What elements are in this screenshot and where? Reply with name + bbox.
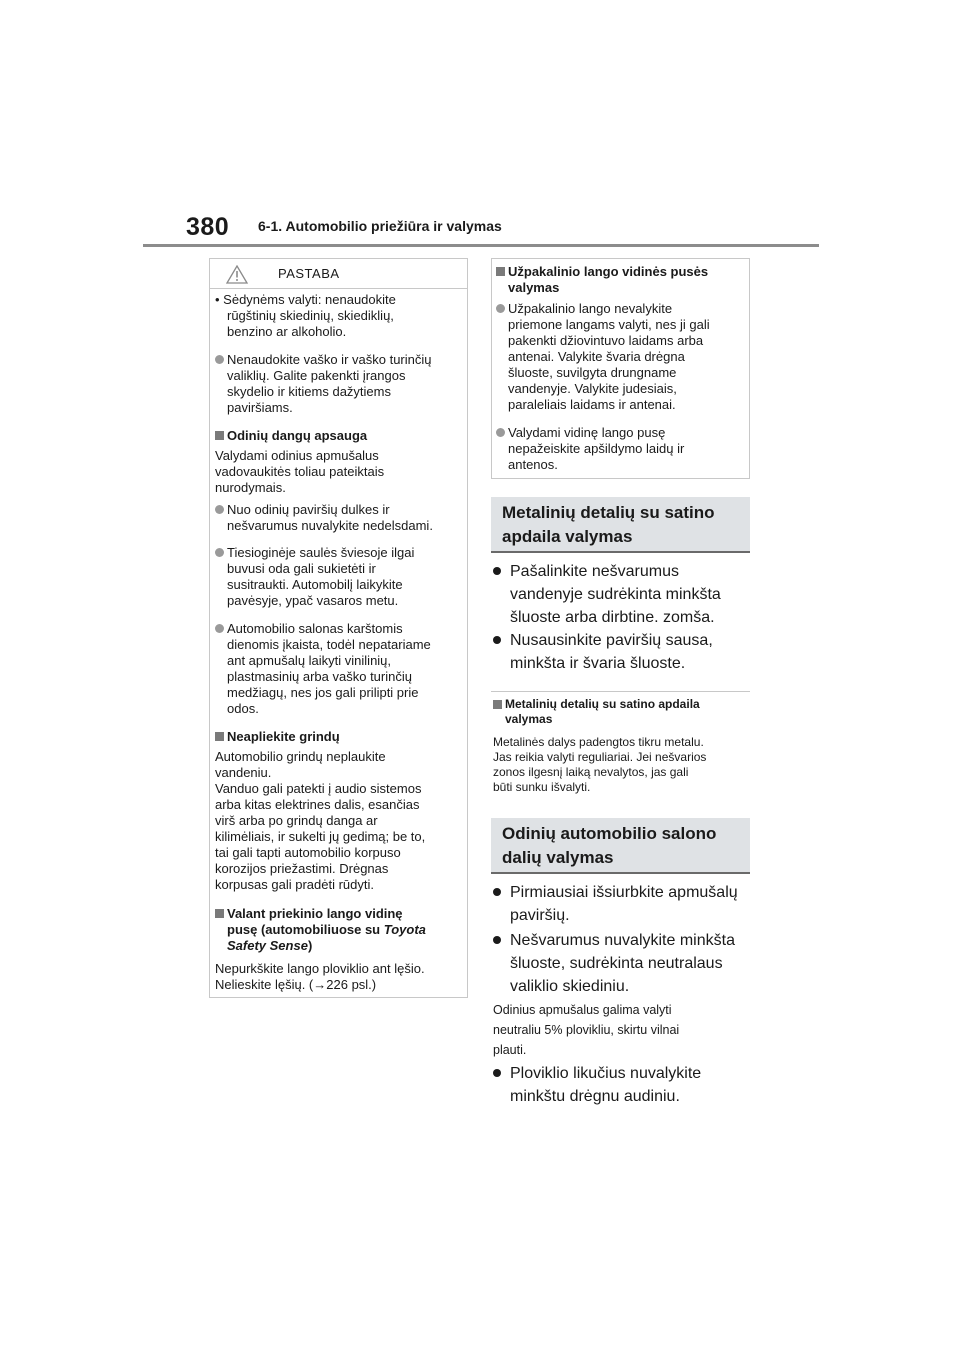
text-line: susitraukti. Automobilį laikykite bbox=[227, 577, 403, 592]
text-line: Odinius apmušalus galima valyti bbox=[493, 1003, 672, 1017]
text-line: šluoste, sudrėkinta neutralaus bbox=[510, 955, 723, 972]
list-item bbox=[215, 545, 465, 609]
text-line: neutraliu 5% plovikliu, skirtu vilnai bbox=[493, 1023, 680, 1037]
text-line: benzino ar alkoholio. bbox=[227, 324, 347, 339]
bullet-icon bbox=[493, 1069, 501, 1077]
subheading bbox=[493, 697, 750, 727]
text-line: kilimėliais, ir sukelti jų gedimą; be to, bbox=[215, 829, 426, 844]
brand-text: Toyota bbox=[383, 922, 426, 937]
text-line: ant apmušalų laikyti vinilinių, bbox=[227, 653, 392, 668]
square-bullet-icon bbox=[215, 431, 224, 440]
list-item bbox=[496, 425, 746, 473]
text-line: zonos ilgesnį laiką nevalytos, jas gali bbox=[493, 765, 689, 779]
text-line: vandeniu. bbox=[215, 765, 272, 780]
subheading bbox=[215, 906, 465, 954]
text-line: ) bbox=[307, 938, 313, 953]
subheading bbox=[215, 729, 465, 745]
text-line: Valydami odinius apmušalus bbox=[215, 448, 379, 463]
heading-line: dalių valymas bbox=[502, 848, 614, 867]
bullet-icon bbox=[493, 888, 501, 896]
heading-line: apdaila valymas bbox=[502, 527, 633, 546]
list-item bbox=[215, 621, 465, 717]
text-line: paviršių. bbox=[510, 907, 570, 924]
text-line: Automobilio salonas karštomis bbox=[227, 621, 403, 636]
text-line: Nusausinkite paviršių sausa, bbox=[510, 632, 713, 649]
square-bullet-icon bbox=[493, 700, 502, 709]
text-line: korozijos priežastimi. Drėgnas bbox=[215, 861, 389, 876]
text-line: šluoste arba dirbtine. zomša. bbox=[510, 609, 715, 626]
section-heading-leather bbox=[491, 818, 750, 874]
text-line: Užpakalinio lango vidinės pusės bbox=[508, 264, 709, 279]
subheading bbox=[215, 428, 465, 444]
text-line: Užpakalinio lango nevalykite bbox=[508, 301, 673, 316]
text-line: vandenyje. Valykite judesiais, bbox=[508, 381, 677, 396]
list-item bbox=[493, 881, 750, 927]
page-reference-link[interactable]: 226 psl.) bbox=[326, 977, 377, 992]
heading-line: Metalinių detalių su satino bbox=[502, 503, 715, 522]
caution-box bbox=[209, 258, 468, 998]
text-line: valymas bbox=[505, 712, 553, 726]
text-line: plastmasinių arba vaško turinčių bbox=[227, 669, 412, 684]
caution-title: PASTABA bbox=[278, 266, 340, 281]
list-item bbox=[215, 352, 465, 416]
section-heading-satin bbox=[491, 497, 750, 553]
text-line: paviršiams. bbox=[227, 400, 293, 415]
bullet-icon bbox=[215, 548, 224, 557]
list-item bbox=[493, 560, 750, 629]
page-number: 380 bbox=[186, 213, 230, 241]
text-line: pavėsyje, ypač vasaros metu. bbox=[227, 593, 399, 608]
bullet-icon bbox=[215, 505, 224, 514]
square-bullet-icon bbox=[215, 909, 224, 918]
text-line: antenai. Valykite švaria drėgna bbox=[508, 349, 685, 364]
text-line: Pirmiausiai išsiurbkite apmušalų bbox=[510, 884, 738, 901]
text-line: Metalinės dalys padengtos tikru metalu. bbox=[493, 735, 704, 749]
bullet-icon bbox=[496, 304, 505, 313]
text-line: šluoste, suvilgyta drungname bbox=[508, 365, 677, 380]
bullet-icon bbox=[493, 636, 501, 644]
text-line: Vanduo gali patekti į audio sistemos bbox=[215, 781, 422, 796]
text-line: medžiagų, nes jos gali prilipti prie bbox=[227, 685, 419, 700]
divider bbox=[491, 691, 750, 692]
text-line: Metalinių detalių su satino apdaila bbox=[505, 697, 700, 711]
text-line: Nenaudokite vaško ir vaško turinčių bbox=[227, 352, 432, 367]
list-item bbox=[493, 929, 750, 998]
brand-text: Safety Sense bbox=[227, 938, 308, 953]
text-line: valymas bbox=[508, 280, 560, 295]
text-line: skydelio ir kitiems dažytiems bbox=[227, 384, 391, 399]
section-title: 6-1. Automobilio priežiūra ir valymas bbox=[258, 218, 502, 234]
text-line: odos. bbox=[227, 701, 259, 716]
square-bullet-icon bbox=[496, 267, 505, 276]
text-line: minkšta ir švaria šluoste. bbox=[510, 655, 686, 672]
text-line: būti sunku išvalyti. bbox=[493, 780, 591, 794]
text-line: Pašalinkite nešvarumus bbox=[510, 563, 679, 580]
text-line: minkštu drėgnu audiniu. bbox=[510, 1088, 680, 1105]
bullet-icon bbox=[496, 428, 505, 437]
text-line: pakenkti džiovintuvo laidams arba bbox=[508, 333, 704, 348]
paragraph bbox=[215, 961, 425, 993]
list-item bbox=[493, 1062, 750, 1108]
arrow-icon: → bbox=[313, 977, 327, 992]
text-line: Jas reikia valyti reguliariai. Jei nešvarios bbox=[493, 750, 707, 764]
subheading bbox=[496, 264, 746, 296]
text-line: Nešvarumus nuvalykite minkšta bbox=[510, 932, 735, 949]
text-line: nešvarumus nuvalykite nedelsdami. bbox=[227, 518, 433, 533]
text-line: priemone langams valyti, nes ji gali bbox=[508, 317, 710, 332]
text-line: paraleliais laidams ir antenai. bbox=[508, 397, 676, 412]
text-line: Valydami vidinę lango pusę bbox=[508, 425, 666, 440]
text-line: vandenyje sudrėkinta minkšta bbox=[510, 586, 721, 603]
square-bullet-icon bbox=[215, 732, 224, 741]
text-line: Ploviklio likučius nuvalykite bbox=[510, 1065, 702, 1082]
paragraph bbox=[215, 448, 384, 496]
text-line: plauti. bbox=[493, 1043, 527, 1057]
paragraph bbox=[493, 735, 750, 795]
text-line: nurodymais. bbox=[215, 480, 286, 495]
caution-header bbox=[210, 259, 467, 289]
rear-window-box bbox=[491, 258, 750, 479]
text-line: valiklio skiediniu. bbox=[510, 978, 630, 995]
bullet-icon bbox=[493, 567, 501, 575]
text-line: vadovaukitės toliau pateiktais bbox=[215, 464, 385, 479]
list-item bbox=[493, 629, 750, 675]
text-line: pusę (automobiliuose su bbox=[227, 922, 381, 937]
text-line: Nelieskite lęšių. ( bbox=[215, 977, 314, 992]
text-line: Nepurkškite lango ploviklio ant lęšio. bbox=[215, 961, 425, 976]
list-item bbox=[215, 502, 465, 534]
text-line: tai gali tapti automobilio korpuso bbox=[215, 845, 401, 860]
list-item bbox=[496, 301, 746, 413]
caution-intro bbox=[215, 292, 396, 340]
text-line: dienomis įkaista, todėl nepatariame bbox=[227, 637, 431, 652]
header-divider bbox=[143, 244, 819, 247]
paragraph bbox=[215, 749, 425, 893]
text-line: korpusas gali pradėti rūdyti. bbox=[215, 877, 374, 892]
text-line: Automobilio grindų neplaukite bbox=[215, 749, 386, 764]
paragraph bbox=[493, 1000, 750, 1060]
bullet-icon bbox=[493, 936, 501, 944]
text-line: Valant priekinio lango vidinę bbox=[227, 906, 403, 921]
text-line: antenos. bbox=[508, 457, 558, 472]
text-line: Nuo odinių paviršių dulkes ir bbox=[227, 502, 390, 517]
subheading-text: Neapliekite grindų bbox=[227, 729, 340, 744]
text-line: rūgštinių skiedinių, skiediklių, bbox=[227, 308, 394, 323]
subheading-text: Odinių dangų apsauga bbox=[227, 428, 368, 443]
text-line: Tiesioginėje saulės šviesoje ilgai bbox=[227, 545, 415, 560]
text-line: nepažeiskite apšildymo laidų ir bbox=[508, 441, 685, 456]
bullet-icon bbox=[215, 355, 224, 364]
text-line: virš arba po grindų danga ar bbox=[215, 813, 378, 828]
text-line: • Sėdynėms valyti: nenaudokite bbox=[215, 292, 396, 307]
text-line: buvusi oda gali sukietėti ir bbox=[227, 561, 376, 576]
text-line: valiklių. Galite pakenkti įrangos bbox=[227, 368, 406, 383]
warning-triangle-icon bbox=[226, 265, 248, 284]
heading-line: Odinių automobilio salono bbox=[502, 824, 717, 843]
bullet-icon bbox=[215, 624, 224, 633]
text-line: arba kitas elektrines dalis, esančias bbox=[215, 797, 420, 812]
